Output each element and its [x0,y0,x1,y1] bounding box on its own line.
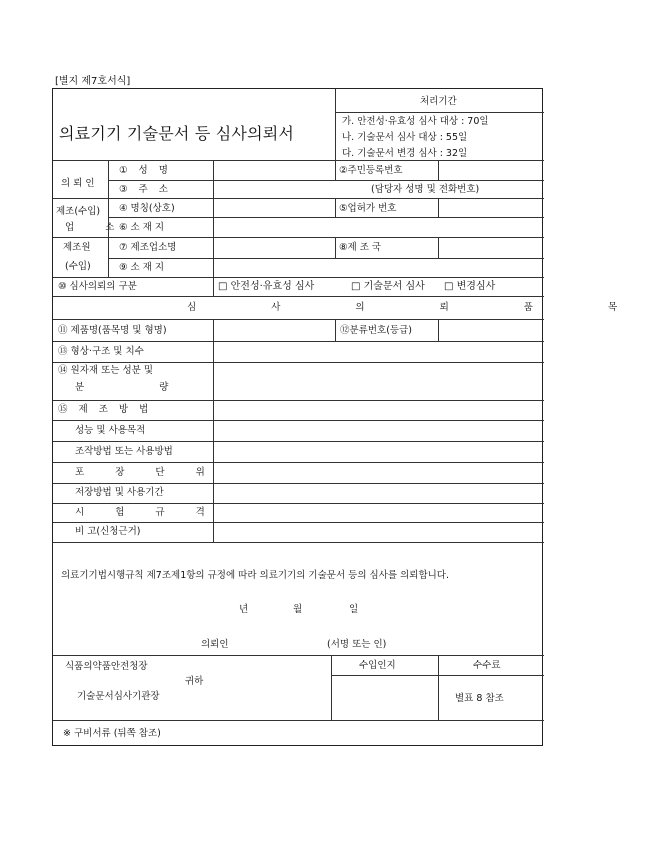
processing-period-header: 처리기간 [420,96,457,107]
packaging-label: 포 장 단 위 [75,467,219,478]
origin-address-label: ⑨ 소 재 지 [119,262,165,273]
resident-number-label: ②주민등록번호 [339,165,403,176]
license-number-label: ⑤업허가 번호 [339,203,397,214]
class-number-label: ⑫분류번호(등급) [340,325,412,336]
applicant-group-label: 의 뢰 인 [61,178,95,189]
signature-note: (서명 또는 인) [327,639,387,650]
processing-item-1: 가. 안전성·유효성 심사 대상 : 70일 [342,116,489,127]
storage-label: 저장방법 및 사용기간 [75,487,164,498]
review-type-technical-checkbox[interactable]: □ 기술문서 심사 [351,281,425,292]
manufacturing-method-label: ⑮ 제 조 방 법 [58,404,153,415]
signature-label: 의뢰인 [201,639,229,650]
form-label: [별지 제7호서식] [55,76,131,87]
recipient-line-1: 식품의약품안전청장 [65,661,148,672]
shape-label: ⑬ 형상·구조 및 치수 [58,346,144,357]
origin-group-label-1: 제조원 [63,242,91,253]
manufacturer-address-label: ⑥ 소 재 지 [119,222,165,233]
applicant-name-label: ① 성 명 [119,165,172,176]
manufacturer-name-label: ④ 명칭(상호) [119,203,175,214]
applicant-address-label: ③ 주 소 [119,184,172,195]
fee-label: 수수료 [473,660,501,671]
review-type-change-checkbox[interactable]: □ 변경심사 [444,281,496,292]
manufacturer-group-label-2: 업 소 [65,222,129,233]
test-spec-label: 시 험 규 격 [75,507,219,518]
material-label-2: 분 량 [75,382,205,393]
product-name-label: ⑪ 제품명(품목명 및 형명) [58,325,167,336]
processing-item-3: 다. 기술문서 변경 심사 : 32일 [342,148,468,159]
material-label-1: ⑭ 원자재 또는 성분 및 [58,365,153,376]
request-statement: 의료기기법시행규칙 제7조제1항의 규정에 따라 의료기기의 기술문서 등의 심사를 의뢰합니다. [61,570,449,581]
date-year: 년 [239,604,249,615]
origin-group-label-2: (수입) [65,261,91,272]
recipient-honorific: 귀하 [185,676,204,687]
manufacturer-group-label-1: 제조(수입) [56,206,101,217]
footnote: ※ 구비서류 (뒤쪽 참조) [63,728,161,739]
origin-country-label: ⑧제 조 국 [339,242,382,253]
applicant-contact-label: (담당자 성명 및 전화번호) [371,184,480,195]
date-month: 월 [293,604,303,615]
review-type-label: ⑩ 심사의뢰의 구분 [58,281,137,292]
review-type-safety-checkbox[interactable]: □ 안전성·유효성 심사 [218,281,315,292]
review-request-form [52,88,653,746]
origin-name-label: ⑦ 제조업소명 [119,242,177,253]
revenue-stamp-label: 수입인지 [359,660,396,671]
performance-label: 성능 및 사용목적 [75,425,146,436]
operation-label: 조작방법 또는 사용방법 [75,446,173,457]
fee-value: 별표 8 참조 [455,693,504,704]
date-day: 일 [349,604,359,615]
processing-item-2: 나. 기술문서 심사 대상 : 55일 [342,132,468,143]
remarks-label: 비 고(신청근거) [75,526,141,537]
recipient-line-2: 기술문서심사기관장 [77,691,160,702]
form-title: 의료기기 기술문서 등 심사의뢰서 [59,124,295,143]
items-header: 심 사 의 뢰 품 목 [187,302,653,313]
